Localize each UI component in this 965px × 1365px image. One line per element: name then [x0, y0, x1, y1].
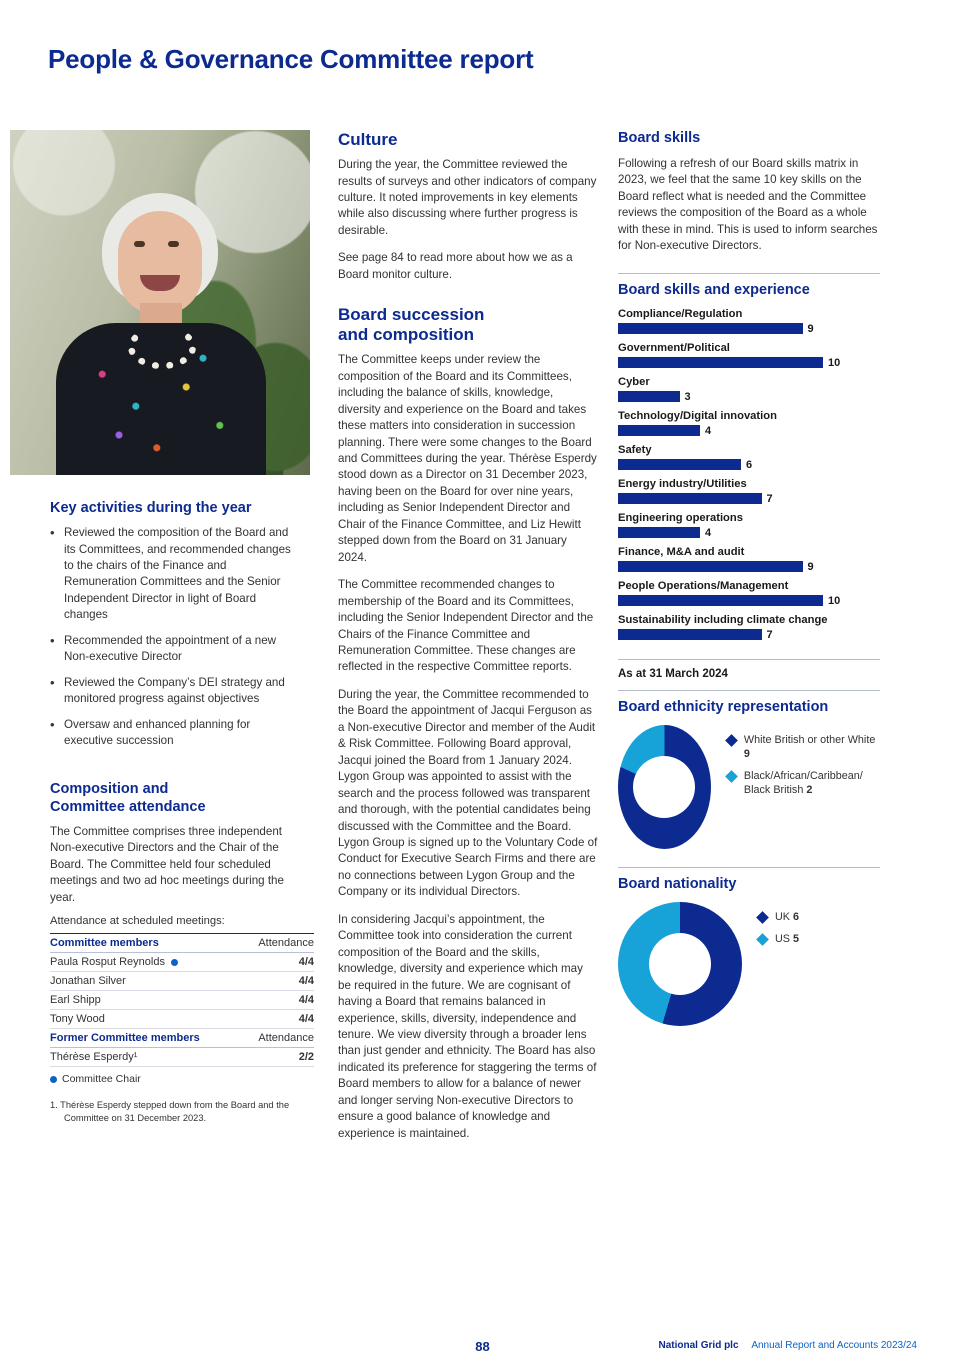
- legend-diamond-icon: [725, 770, 738, 783]
- skill-bar-row: [618, 425, 880, 437]
- ethnicity-donut-ring: [618, 725, 711, 849]
- skill-bar: [618, 629, 762, 640]
- key-activities-list: [50, 525, 300, 749]
- skill-label: Technology/Digital innovation: [618, 409, 777, 422]
- footnote: 1. Thérèse Esperdy stepped down from the Board and the Committee on 31 December 2023.: [50, 1100, 290, 1123]
- col-header-former-attendance: Attendance: [242, 1029, 314, 1048]
- skill-label: Sustainability including climate change: [618, 613, 828, 626]
- skill-bar: [618, 391, 680, 402]
- skill-row: [618, 614, 880, 641]
- skill-value: 7: [766, 492, 773, 505]
- committee-chair-dot-icon: [50, 1076, 57, 1083]
- left-eye-shape: [134, 241, 145, 247]
- table-row: [50, 991, 314, 1010]
- legend-diamond-icon: [756, 933, 769, 946]
- skill-bar-row: [618, 595, 880, 607]
- ethnicity-chart-heading: Board ethnicity representation: [618, 698, 829, 715]
- nationality-donut-chart: [618, 902, 880, 1026]
- skill-label: Compliance/Regulation: [618, 307, 743, 320]
- middle-column: [338, 130, 598, 1153]
- composition-heading: [50, 780, 300, 816]
- skill-label: People Operations/Management: [618, 579, 789, 592]
- col-header-former-members: Former Committee members: [50, 1029, 242, 1048]
- nationality-legend: [758, 902, 799, 954]
- person-illustration: [40, 175, 280, 475]
- skill-bar: [618, 425, 700, 436]
- legend-label: Black/African/Caribbean/Black British 2: [743, 769, 863, 796]
- skill-row: [618, 444, 880, 471]
- legend-item: [727, 769, 880, 797]
- skill-label: Finance, M&A and audit: [618, 545, 745, 558]
- member-attendance: 4/4: [242, 1010, 314, 1029]
- ethnicity-legend: [727, 725, 880, 805]
- skill-bar: [618, 561, 803, 572]
- divider: [618, 659, 880, 660]
- skill-value: 3: [684, 390, 691, 403]
- board-skills-bar-chart: [618, 308, 880, 641]
- table-row: [50, 1048, 314, 1067]
- skill-value: 10: [828, 594, 841, 607]
- composition-heading-line1: Composition and: [50, 780, 169, 797]
- footer-report-name: Annual Report and Accounts 2023/24: [751, 1340, 917, 1351]
- board-succession-heading-line2: and composition: [338, 325, 474, 345]
- skill-value: 4: [705, 526, 712, 539]
- member-name: Thérèse Esperdy¹: [50, 1048, 242, 1067]
- skill-row: [618, 512, 880, 539]
- skill-row: [618, 342, 880, 369]
- committee-chair-dot-icon: [171, 959, 178, 966]
- skill-label: Cyber: [618, 375, 650, 388]
- table-header-row: [50, 934, 314, 953]
- skill-bar: [618, 459, 741, 470]
- left-column: [10, 130, 314, 1124]
- table-header-row-former: [50, 1029, 314, 1048]
- skill-row: [618, 308, 880, 335]
- member-name: Tony Wood: [50, 1010, 242, 1029]
- list-item: • Reviewed the Company’s DEI strategy and monitored progress against objectives: [50, 675, 300, 708]
- member-attendance: 4/4: [242, 953, 314, 972]
- legend-item: [758, 910, 799, 924]
- right-eye-shape: [168, 241, 179, 247]
- member-name-text: Paula Rosput Reynolds: [50, 956, 165, 969]
- succession-paragraph-3: During the year, the Committee recommended to the Board the appointment of Jacqui Ferguson as a Non-executive Director and member of the Audit & Risk Committee. Following Board approval, Jacqui joined the Board from 1 January 2024. Lygon Group was appointed to assist with the search and the process followed was transparent and thorough, with the potential candidates being discussed with the Committee and the Board. Lygon Group is signed up to the Voluntary Code of Conduct for Executive Search Firms and there are no connections between Lygon Group and the Company or its individual Directors.: [338, 687, 598, 899]
- table-row: [50, 1010, 314, 1029]
- skill-value: 6: [746, 458, 753, 471]
- divider: [618, 690, 880, 691]
- member-name: [50, 953, 242, 972]
- list-item: • Oversaw and enhanced planning for executive succession: [50, 717, 300, 750]
- legend-label: US 5: [775, 932, 800, 945]
- composition-paragraph: The Committee comprises three independent Non-executive Directors and the Chair of the Board. The Committee held four scheduled meetings and two ad hoc meetings during the year.: [50, 824, 284, 904]
- skill-row: [618, 478, 880, 505]
- board-skills-paragraph: Following a refresh of our Board skills matrix in 2023, we feel that the same 10 key skills on the Board reflect what is needed and the Committee reviews the composition of the Board as a whole with these in mind. This is used to inform searches for Non-executive Directors.: [618, 157, 878, 253]
- skill-row: [618, 580, 880, 607]
- ethnicity-donut-chart: [618, 725, 880, 849]
- culture-paragraph-1: During the year, the Committee reviewed the results of surveys and other indicators of company culture. It noted improvements in key elements while also discussing where further progress is desirable.: [338, 158, 597, 237]
- composition-heading-line2: Committee attendance: [50, 798, 206, 815]
- member-attendance: 2/2: [242, 1048, 314, 1067]
- necklace-shape: [128, 325, 196, 369]
- legend-item: [758, 932, 799, 946]
- attendance-note: Attendance at scheduled meetings:: [50, 915, 225, 928]
- list-item: • Recommended the appointment of a new Non-executive Director: [50, 633, 300, 666]
- footer-right: [659, 1340, 917, 1351]
- skill-value: 9: [807, 560, 814, 573]
- skill-bar-row: [618, 357, 880, 369]
- col-header-attendance: Attendance: [242, 934, 314, 953]
- key-activities-heading: Key activities during the year: [50, 500, 252, 516]
- skill-bar: [618, 527, 700, 538]
- skill-label: Safety: [618, 443, 652, 456]
- board-skills-heading: Board skills: [618, 130, 701, 146]
- legend-diamond-icon: [725, 734, 738, 747]
- attendance-table: [50, 933, 314, 1067]
- table-row: [50, 953, 314, 972]
- divider: [618, 867, 880, 868]
- board-succession-heading: [338, 305, 598, 345]
- skill-bar-row: [618, 323, 880, 335]
- skill-row: [618, 376, 880, 403]
- member-attendance: 4/4: [242, 972, 314, 991]
- member-name: Earl Shipp: [50, 991, 242, 1010]
- skill-value: 9: [807, 322, 814, 335]
- skill-label: Energy industry/Utilities: [618, 477, 747, 490]
- as-at-date: As at 31 March 2024: [618, 667, 728, 680]
- skill-bar-row: [618, 527, 880, 539]
- right-column: [618, 130, 880, 1026]
- chair-legend-label: Committee Chair: [62, 1073, 141, 1086]
- skill-bar: [618, 595, 823, 606]
- culture-paragraph-2: See page 84 to read more about how we as a Board monitor culture.: [338, 251, 573, 281]
- footer-brand: National Grid plc: [658, 1340, 739, 1351]
- skill-bar: [618, 357, 823, 368]
- skill-bar-row: [618, 391, 880, 403]
- face-shape: [118, 211, 202, 315]
- legend-label: UK 6: [775, 910, 800, 923]
- nationality-donut-ring: [618, 902, 742, 1026]
- skill-label: Government/Political: [618, 341, 730, 354]
- nationality-chart-heading: Board nationality: [618, 875, 737, 892]
- member-attendance: 4/4: [242, 991, 314, 1010]
- member-name: Jonathan Silver: [50, 972, 242, 991]
- succession-paragraph-2: The Committee recommended changes to membership of the Board and its Committees, including the Senior Independent Director and the Chairs of the Finance Committee and Remuneration Committee. These changes are reflected in the respective Committee reports.: [338, 578, 594, 674]
- skill-value: 4: [705, 424, 712, 437]
- skill-bar-row: [618, 459, 880, 471]
- succession-paragraph-4: In considering Jacqui’s appointment, the Committee took into consideration the current composition of the Board and the skills, knowledge, diversity and experience which may be required in the future. We are cognisant of having a Board that remains balanced in experience, skills, diversity, independence and tenure. We view diversity through a broader lens than just gender and ethnicity. The Board has also indicated its preference for staggering the terms of Board members to allow for a balance of newer and longer serving Non-executive Directors to ensure a good balance of knowledge and experience is maintained.: [338, 912, 597, 1140]
- skill-bar: [618, 323, 803, 334]
- legend-label: White British or other White 9: [743, 733, 876, 760]
- legend-diamond-icon: [756, 911, 769, 924]
- chair-legend: [50, 1073, 300, 1085]
- chair-portrait-image: [10, 130, 310, 475]
- table-row: [50, 972, 314, 991]
- culture-heading: Culture: [338, 130, 398, 149]
- skill-label: Engineering operations: [618, 511, 743, 524]
- legend-item: [727, 733, 880, 761]
- skill-row: [618, 546, 880, 573]
- skill-bar-row: [618, 561, 880, 573]
- succession-paragraph-1: The Committee keeps under review the composition of the Board and its Committees, including the balance of skills, knowledge, diversity and experience on the Board and takes these matters into consideration in succession planning. There were some changes to the Board and Committees during the year. Thérèse Esperdy stood down as a Director on 31 December 2023, having been on the Board for over nine years, including as Senior Independent Director and Chair of the Finance Committee, and Liz Hewitt stepped down from the Board on 31 January 2024.: [338, 353, 597, 564]
- list-item: • Reviewed the composition of the Board and its Committees, and recommended changes to the chairs of the Finance and Remuneration Committees and the Senior Independent Director in light of Board changes: [50, 525, 300, 624]
- skill-value: 10: [828, 356, 841, 369]
- page-title: People & Governance Committee report: [48, 44, 534, 74]
- skill-bar-row: [618, 629, 880, 641]
- skill-row: [618, 410, 880, 437]
- page-number: 88: [475, 1339, 490, 1354]
- board-succession-heading-line1: Board succession: [338, 305, 485, 325]
- skill-value: 7: [766, 628, 773, 641]
- skills-chart-heading: Board skills and experience: [618, 281, 810, 298]
- skill-bar-row: [618, 493, 880, 505]
- divider: [618, 273, 880, 274]
- skill-bar: [618, 493, 762, 504]
- col-header-members: Committee members: [50, 934, 242, 953]
